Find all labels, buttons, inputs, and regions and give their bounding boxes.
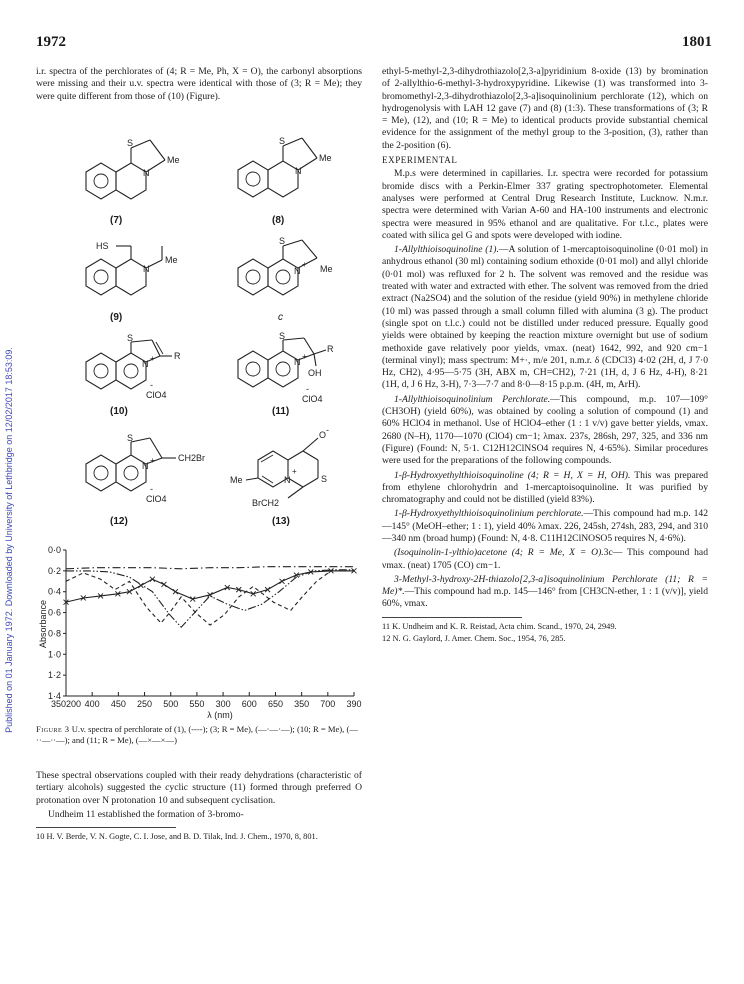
structure-9-atom-me: Me bbox=[165, 255, 178, 265]
chart-series-4-point bbox=[161, 582, 166, 587]
chart-x-tick-label: 550 bbox=[189, 699, 205, 709]
structure-10-charge: + bbox=[150, 354, 155, 363]
chart-series-4-point bbox=[138, 583, 143, 588]
structure-11-counterion: ClO4 bbox=[302, 394, 323, 404]
left-undheim-paragraph: Undheim 11 established the formation of 3-bromo- bbox=[48, 808, 244, 820]
chart-x-tick-label: 350200 bbox=[50, 699, 82, 709]
structure-13-atom-s: S bbox=[321, 474, 328, 484]
footnote-11: 11 K. Undheim and K. R. Reistad, Acta chim. Scand., 1970, 24, 2949. bbox=[382, 621, 617, 631]
structure-9-atom-n: N bbox=[143, 264, 150, 274]
chart-x-tick-label: 350 bbox=[294, 699, 310, 709]
journal-year: 1972 bbox=[36, 34, 66, 50]
structure-9-atom-hs: HS bbox=[96, 241, 109, 251]
structure-13-atom-n: N bbox=[284, 475, 291, 485]
structure-10-atom-s: S bbox=[127, 334, 134, 343]
perchlorate-text: —This compound, m.p. 107—109° (CH3OH) (yield 60%), was obtained by cooling a solution of compound (1) and 60% HClO4 in methanol. Use of HClO4–ether (1 : 1 v/v) gave better yields, νmax. 2680 (N–H), 1170—1070 (ClO4) cm−1; λmax. 237s, 286sh, 297, 325, and 336 nm (Figure) (Found: N, 5·1. C12H12ClNSO4 requires N, 4·65%). Similar procedures were used for the preparations of the following compounds. bbox=[382, 393, 708, 467]
acetone-title: (Isoquinolin-1-ylthio)acetone (4; R = Me, X = O). bbox=[394, 547, 604, 559]
compound-1-paragraph bbox=[382, 244, 708, 392]
chart-x-tick-label: 650 bbox=[267, 699, 283, 709]
chart-x-tick-label: 600 bbox=[241, 699, 257, 709]
structure-7-atom-s: S bbox=[127, 138, 134, 148]
structure-8-atom-s: S bbox=[279, 136, 286, 146]
right-footnote-rule bbox=[382, 617, 522, 618]
chart-series-4-point bbox=[280, 579, 285, 584]
structure-7-atom-me: Me bbox=[167, 155, 180, 165]
chart-y-tick-label: 0·4 bbox=[47, 586, 61, 597]
structure-11-label: (11) bbox=[272, 406, 290, 417]
structure-13 bbox=[222, 428, 362, 512]
structure-11-atom-n: N bbox=[294, 357, 301, 367]
structure-10-atom-r: R bbox=[174, 351, 181, 361]
figure-caption bbox=[36, 724, 362, 746]
hydroxyethyl-title: 1-β-Hydroxyethylthioisoquinoline (4; R = H, X = H, OH). bbox=[394, 469, 631, 481]
perchlorate-paragraph bbox=[382, 394, 708, 468]
hydroxyethyl-paragraph bbox=[382, 470, 708, 507]
right-column bbox=[382, 66, 708, 647]
structure-12-label: (12) bbox=[110, 516, 128, 527]
uv-spectra-plot bbox=[30, 540, 370, 720]
structure-13-atom-me: Me bbox=[230, 475, 243, 485]
hydroxyethyl-perchlorate-title: 1-β-Hydroxyethylthioisoquinolinium perchlorate. bbox=[394, 508, 584, 520]
structure-11-atom-oh: OH bbox=[308, 368, 322, 378]
structure-10 bbox=[70, 334, 200, 404]
chart-series-line-2 bbox=[66, 567, 354, 569]
structure-11-atom-s: S bbox=[279, 331, 286, 341]
structure-9-label: (9) bbox=[110, 312, 123, 323]
structure-10-anion-charge: - bbox=[150, 380, 153, 390]
structure-7 bbox=[70, 132, 200, 212]
intro-paragraph: i.r. spectra of the perchlorates of (4; R = Me, Ph, X = O), the carbonyl absorptions were missing and their u.v. spectra were identical with those of (3; R = Me); they were quite different from those of (10) (Figure). bbox=[36, 66, 362, 102]
download-watermark bbox=[2, 160, 16, 920]
page-number: 1801 bbox=[682, 34, 712, 50]
hydroxyethyl-perchlorate-text: —This compound had m.p. 142—145° (MeOH–ether; 1 : 1), yield 40% λmax. 226, 245sh, 274sh, 283, 294, and 310—340 nm (broad hump) (Found: N, 4·8. C11H12ClNOSO5 requires N, 4·6%). bbox=[382, 508, 708, 544]
structure-c-label: c bbox=[278, 312, 283, 323]
footnote-12: 12 N. G. Gaylord, J. Amer. Chem. Soc., 1954, 76, 285. bbox=[382, 634, 566, 644]
chart-series-group bbox=[64, 567, 357, 628]
hydroxyethyl-perchlorate-paragraph bbox=[382, 508, 708, 545]
chart-x-axis-label: λ (nm) bbox=[207, 710, 233, 720]
structure-c-atom-me: Me bbox=[320, 264, 333, 274]
structure-12-atom-s: S bbox=[127, 433, 134, 443]
figure-caption-label: Figure 3 bbox=[36, 724, 70, 734]
experimental-heading: EXPERIMENTAL bbox=[382, 155, 458, 166]
structure-c-atom-n: N bbox=[294, 266, 301, 276]
footnote-10: 10 H. V. Berde, V. N. Gogte, C. I. Jose, and B. D. Tilak, Ind. J. Chem., 1970, 8, 801. bbox=[36, 832, 318, 842]
structure-10-label: (10) bbox=[110, 406, 128, 417]
structure-11-atom-r: R bbox=[327, 344, 334, 354]
chart-series-line-3 bbox=[66, 570, 354, 627]
right-continuation-paragraph: ethyl-5-methyl-2,3-dihydrothiazolo[2,3-a]pyridinium 8-oxide (13) by bromination of 2-allylthio-6-methyl-3-hydroxypyridine. Likewise (1) was transformed into 3-bromomethyl-2,3-dihydrothiazolo[2,3-a]isoquinolinium perchlorate (12), which on hydrogenolysis with LAH 12 gave (7) and (8) (1:3). These transformations of (3; R = Me), (12), and (10; R = Me) to identical products provide substantial chemical evidence for the assignment of the methyl group to the 3-position, (3), rather than the 2-position (6). bbox=[382, 66, 708, 151]
thiazolo-text: —This compound had m.p. 145—146° from [CH3CN-ether, 1 : 1 (v/v)], yield 60%, νmax. bbox=[382, 586, 708, 610]
chart-y-ticks bbox=[48, 545, 66, 701]
chart-x-tick-label: 400 bbox=[84, 699, 100, 709]
compound-1-text: —A solution of 1-mercaptoisoquinoline (0·01 mol) in anhydrous ethanol (30 ml) containing sodium ethoxide (0·01 mol) and allyl chloride (0·01 mol) was refluxed for 2 h. The solvent was removed and the residue was treated with water and extracted with ether. The solvent was removed from the dried extract (Na2SO4) and the solution of the residue (yield 90%) in methylene chloride (10 ml) was passed through a small column filled with alumina (3 g). The product (single spot on t.l.c.) could not be distilled under reduced pressure. Equally good yields were obtained by keeping the reaction mixture overnight but use of sodium methoxide gave relatively poor yields, νmax. (neat) 1642, 992, and 920 cm−1 (terminal vinyl); mass spectrum: M+·, m/e 201, n.m.r. δ (CDCl3) 4·02 (2H, d, J 7·0 Hz, CH2), 4·95—5·75 (3H, ABX m, CH=CH2), 7·21 (1H, d, J 6 Hz, 4-H), 8·21 (1H, d, J 6 Hz, 3-H), 7·3—7·7 and 8·0—8·15 p.p.m. (4H, m, ArH). bbox=[382, 244, 709, 391]
acetone-paragraph bbox=[382, 547, 708, 572]
left-after-figure-paragraph: These spectral observations coupled with their ready dehydrations (characteristic of tertiary alcohols) suggested the cyclic structure (11) formed through preferred O protonation over N protonation 10 and subsequent cyclisation. bbox=[36, 770, 362, 806]
structure-7-label: (7) bbox=[110, 215, 123, 226]
chart-x-tick-label: 700 bbox=[320, 699, 336, 709]
left-intro-block bbox=[36, 66, 362, 105]
structure-8 bbox=[222, 130, 352, 212]
thiazolo-paragraph bbox=[382, 574, 708, 611]
structure-9 bbox=[70, 236, 200, 308]
chart-y-tick-label: 0·8 bbox=[47, 628, 61, 639]
figure-caption-text: U.v. spectra of perchlorate of (1), (----); (3; R = Me), (—·—·—); (10; R = Me), (—··—··—); and (11; R = Me), (—×—×—) bbox=[36, 724, 358, 745]
structure-c-charge: + bbox=[302, 260, 307, 269]
chart-x-tick-label: 450 bbox=[110, 699, 126, 709]
structure-7-atom-n: N bbox=[143, 168, 150, 178]
chart-x-tick-label: 250 bbox=[137, 699, 153, 709]
chart-x-ticks bbox=[51, 692, 362, 709]
structure-13-label: (13) bbox=[272, 516, 290, 527]
chart-y-tick-label: 0·6 bbox=[47, 607, 61, 618]
structure-c-atom-s: S bbox=[279, 236, 286, 246]
left-lower-block bbox=[36, 770, 362, 845]
structure-8-label: (8) bbox=[272, 215, 285, 226]
hydroxyethyl-text: This was prepared from ethylene chlorohydrin and 1-mercaptoisoquinoline. It was purified by chromatography and could not be distilled (yield 83%). bbox=[382, 469, 708, 506]
structure-10-atom-n: N bbox=[142, 359, 149, 369]
structure-12-atom-n: N bbox=[142, 461, 149, 471]
structure-8-atom-n: N bbox=[295, 166, 302, 176]
download-watermark-text: Published on 01 January 1972. Downloaded by University of Lethbridge on 12/02/2017 18:53:09. bbox=[4, 347, 14, 733]
structure-11-charge: + bbox=[302, 352, 307, 361]
structure-10-counterion: ClO4 bbox=[146, 390, 167, 400]
chart-series-4-point bbox=[150, 577, 155, 582]
chart-y-tick-label: 1·0 bbox=[47, 649, 61, 660]
structure-12-charge: + bbox=[150, 456, 155, 465]
structure-12-anion-charge: - bbox=[150, 484, 153, 494]
footnote-rule bbox=[36, 827, 176, 828]
thiazolo-title: 3-Methyl-3-hydroxy-2H-thiazolo[2,3-a]isoquinolinium Perchlorate (11; R = Me)*. bbox=[382, 573, 708, 598]
structure-12 bbox=[70, 432, 220, 510]
chart-y-tick-label: 1·4 bbox=[47, 691, 61, 701]
chart-x-tick-label: 390 bbox=[346, 699, 362, 709]
structure-12-counterion: ClO4 bbox=[146, 494, 167, 504]
structure-11-anion-charge: - bbox=[306, 384, 309, 394]
structure-12-ch2br: CH2Br bbox=[178, 453, 206, 463]
chart-x-tick-label: 500 bbox=[163, 699, 179, 709]
acetone-text: 3c— This compound had νmax. (neat) 1705 (CO) cm−1. bbox=[382, 547, 708, 571]
chart-y-tick-label: 0·0 bbox=[47, 545, 61, 555]
chart-y-tick-label: 0·2 bbox=[47, 565, 61, 576]
uv-spectra-chart bbox=[30, 540, 370, 720]
structure-13-charge: + bbox=[292, 467, 297, 476]
structure-13-o-charge: - bbox=[326, 428, 329, 435]
methods-paragraph: M.p.s were determined in capillaries. I.r. spectra were recorded for potassium bromide discs with a Perkin-Elmer 337 grating spectrophotometer. Elemental analyses were performed at Central Drug Research Institute, Lucknow. N.m.r. spectra were determined with Varian A-60 and HA-100 instruments and electronic spectra were measured in 95% ethanol and are qualitative. For t.l.c., plates were coated with silica gel G and spots were developed with iodine. bbox=[382, 168, 708, 241]
structure-8-atom-me: Me bbox=[319, 153, 332, 163]
chart-series-line-4 bbox=[66, 571, 354, 602]
chart-series-line-1 bbox=[66, 571, 354, 625]
perchlorate-title: 1-Allylthioisoquinolinium Perchlorate. bbox=[394, 393, 551, 405]
chart-y-axis-label: Absorbance bbox=[38, 599, 48, 649]
structure-13-atom-o: O bbox=[319, 430, 327, 440]
chart-x-tick-label: 300 bbox=[215, 699, 231, 709]
structure-11 bbox=[222, 330, 352, 406]
compound-1-title: 1-Allylthioisoquinoline (1). bbox=[394, 244, 499, 256]
structure-c bbox=[222, 234, 352, 308]
chart-series-4-point bbox=[173, 589, 178, 594]
structure-13-bromomethyl: BrCH2 bbox=[252, 498, 280, 508]
chart-y-tick-label: 1·2 bbox=[47, 670, 61, 681]
